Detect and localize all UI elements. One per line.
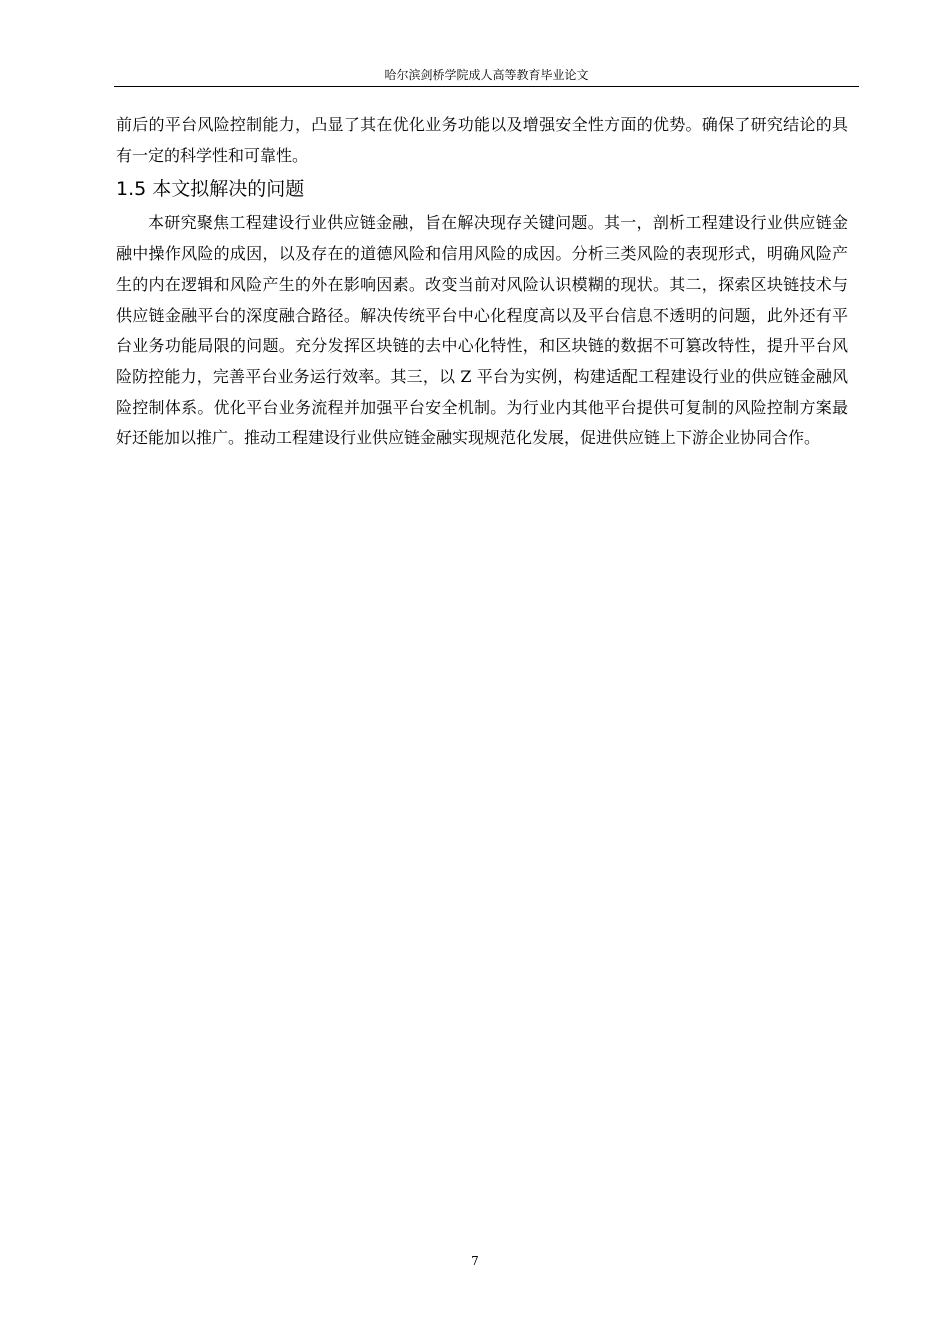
section-heading: 1.5 本文拟解决的问题 [116, 178, 305, 201]
header-title: 哈尔滨剑桥学院成人高等教育毕业论文 [384, 68, 589, 82]
section-paragraph: 本研究聚焦工程建设行业供应链金融，旨在解决现存关键问题。其一，剖析工程建设行业供应链金融中操作风险的成因，以及存在的道德风险和信用风险的成因。分析三类风险的表现形式，明确风险产生的内在逻辑和风险产生的外在影响因素。改变当前对风险认识模糊的现状。其二，探索区块链技术与供应链金融平台的深度融合路径。解决传统平台中心化程度高以及平台信息不透明的问题，此外还有平台业务功能局限的问题。充分发挥区块链的去中心化特性，和区块链的数据不可篡改特性，提升平台风险防控能力，完善平台业务运行效率。其三，以 Z 平台为实例，构建适配工程建设行业的供应链金融风险控制体系。优化平台业务流程并加强平台安全机制。为行业内其他平台提供可复制的风险控制方案最好还能加以推广。推动工程建设行业供应链金融实现规范化发展，促进供应链上下游企业协同合作。 [116, 213, 848, 448]
continuation-paragraph: 前后的平台风险控制能力，凸显了其在优化业务功能以及增强安全性方面的优势。确保了研究结论的具有一定的科学性和可靠性。 [116, 115, 848, 165]
page-number: 7 [471, 1254, 479, 1268]
page-body [116, 110, 848, 454]
page-header [114, 64, 859, 87]
